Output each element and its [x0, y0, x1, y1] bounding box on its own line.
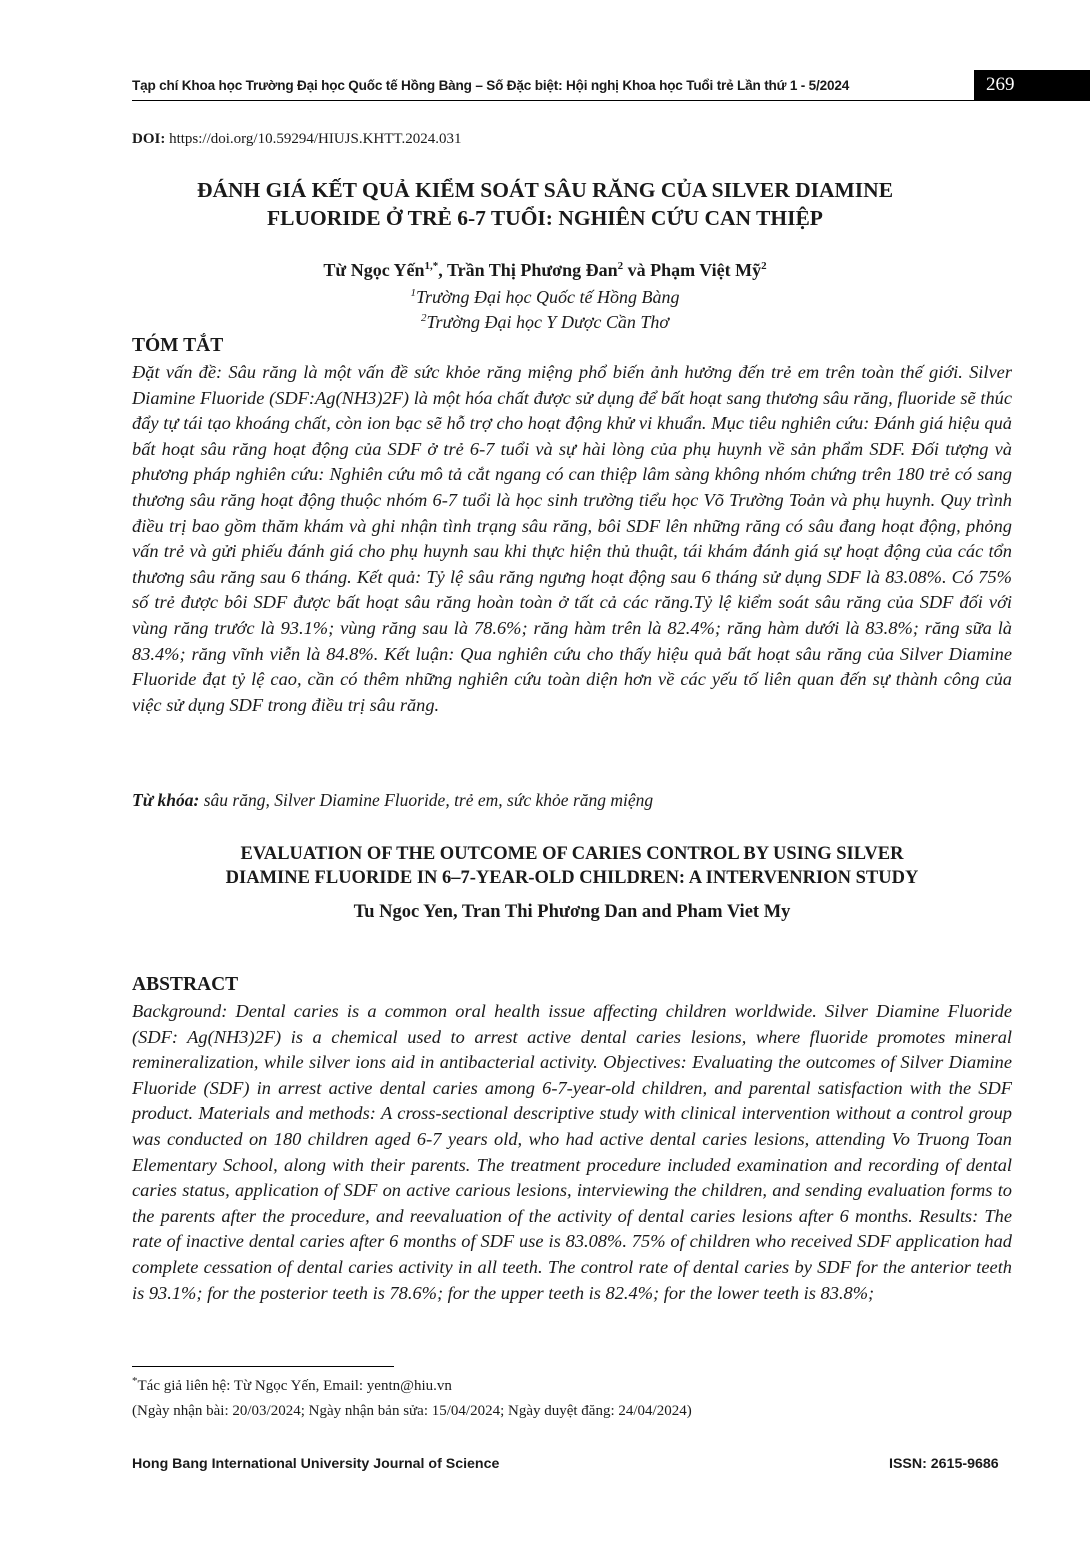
article-title-english [132, 842, 1012, 890]
author-1: Từ Ngọc Yến [323, 260, 425, 280]
title-en-line-1: EVALUATION OF THE OUTCOME OF CARIES CONTROL BY USING SILVER [240, 844, 904, 864]
article-title-vietnamese [132, 176, 958, 232]
affiliation-2-text: Trường Đại học Y Dược Cần Thơ [426, 312, 669, 332]
abstract-heading: ABSTRACT [132, 974, 239, 995]
footnote-dates: (Ngày nhận bài: 20/03/2024; Ngày nhận bản sửa: 15/04/2024; Ngày duyệt đăng: 24/04/2024) [132, 1403, 692, 1419]
keywords-text: sâu răng, Silver Diamine Fluoride, trẻ em, sức khỏe răng miệng [199, 790, 654, 810]
authors-english: Tu Ngoc Yen, Tran Thi Phương Dan and Pham Viet My [353, 902, 791, 922]
affiliation-1-text: Trường Đại học Quốc tế Hồng Bàng [416, 287, 680, 307]
affiliation-1-sup: 1 [410, 287, 417, 299]
doi-label: DOI: [132, 131, 166, 147]
affiliation-2 [132, 311, 958, 333]
title-vi-line-2: FLUORIDE Ở TRẺ 6-7 TUỔI: NGHIÊN CỨU CAN THIỆP [267, 206, 823, 230]
affiliation-2-sup: 2 [421, 312, 427, 324]
authors-vietnamese [132, 259, 958, 281]
author-2-sup: 2 [617, 260, 624, 272]
author-3: và Phạm Việt Mỹ [623, 260, 762, 280]
abstract-body: Background: Dental caries is a common oral health issue affecting children worldwide. Silver Diamine Fluoride (SDF: Ag(NH3)2F) is a chemical used to arrest active dental caries lesions, where fluoride promotes mineral remineralization, while silver ions aid in antibacterial activity. Objectives: Evaluating the outcomes of Silver Diamine Fluoride (SDF) in arrest active dental caries among 6-7-year-old children, and parental satisfaction with the SDF product. Materials and methods: A cross-sectional descriptive study with clinical intervention without a control group was conducted on 180 children aged 6-7 years old, who had active dental caries lesions, attending Vo Truong Toan Elementary School, along with their parents. The treatment procedure included examination and recording of dental caries status, application of SDF on active carious lesions, interviewing the children, and sending evaluation forms to the parents after the procedure, and reevaluation of the activity of dental caries lesions after 6 months. Results: The rate of inactive dental caries after 6 months of SDF use is 83.08%. 75% of children who received SDF application had complete cessation of dental caries activity in all teeth. The control rate of dental caries by SDF for the anterior teeth is 93.1%; for the posterior teeth is 78.6%; for the upper teeth is 82.4%; for the lower teeth is 83.8%; [132, 1001, 1012, 1303]
doi-link[interactable]: https://doi.org/10.59294/HIUJS.KHTT.2024.031 [169, 131, 462, 147]
journal-header: Tạp chí Khoa học Trường Đại học Quốc tế Hồng Bàng – Số Đặc biệt: Hội nghị Khoa học Tuổi trẻ Lần thứ 1 - 5/2024 [132, 78, 850, 93]
affiliation-1 [132, 286, 958, 308]
title-vi-line-1: ĐÁNH GIÁ KẾT QUẢ KIỂM SOÁT SÂU RĂNG CỦA SILVER DIAMINE [196, 178, 894, 202]
keywords-label: Từ khóa: [132, 790, 200, 810]
author-1-sup: 1,* [424, 260, 439, 272]
footer-issn: ISSN: 2615-9686 [889, 1456, 999, 1472]
doi-line [132, 131, 461, 148]
title-en-line-2: DIAMINE FLUORIDE IN 6–7-YEAR-OLD CHILDREN: A INTERVENRION STUDY [225, 868, 919, 888]
keywords-line [132, 790, 653, 811]
header-divider [132, 100, 1090, 101]
footnote-contact [132, 1375, 452, 1395]
tomtat-heading: TÓM TẮT [132, 335, 224, 356]
footnote-contact-sup: * [132, 1375, 138, 1387]
page-number: 269 [974, 70, 1090, 100]
author-3-sup: 2 [761, 260, 767, 272]
footnote-contact-text: Tác giả liên hệ: Từ Ngọc Yến, Email: yentn@hiu.vn [137, 1378, 452, 1394]
tomtat-body: Đặt vấn đề: Sâu răng là một vấn đề sức khỏe răng miệng phổ biến ảnh hưởng đến trẻ em trên toàn thế giới. Silver Diamine Fluoride (SDF:Ag(NH3)2F) là một hóa chất được sử dụng để bất hoạt sang thương sâu răng, fluoride sẽ thúc đẩy tự tái tạo khoáng chất, còn ion bạc sẽ hỗ trợ cho hoạt động khử vi khuẩn. Mục tiêu nghiên cứu: Đánh giá hiệu quả bất hoạt sâu răng hoạt động của SDF ở trẻ 6-7 tuổi và sự hài lòng của phụ huynh về sản phẩm SDF. Đối tượng và phương pháp nghiên cứu: Nghiên cứu mô tả cắt ngang có can thiệp lâm sàng không nhóm chứng trên 180 trẻ có sang thương sâu răng hoạt động thuộc nhóm 6-7 tuổi là học sinh trường tiểu học Võ Trường Toản và phụ huynh. Quy trình điều trị bao gồm thăm khám và ghi nhận tình trạng sâu răng, bôi SDF lên những răng có sâu đang hoạt động, phỏng vấn trẻ và gửi phiếu đánh giá cho phụ huynh sau khi thực hiện thủ thuật, tái khám đánh giá sự hoạt động của các tổn thương sâu răng sau 6 tháng. Kết quả: Tỷ lệ sâu răng ngưng hoạt động sau 6 tháng sử dụng SDF là 83.08%. Có 75% số trẻ được bôi SDF được bất hoạt sâu răng hoàn toàn ở tất cả các răng.Tỷ lệ kiểm soát sâu răng của SDF đối với vùng răng trước là 93.1%; vùng răng sau là 78.6%; răng hàm trên là 82.4%; răng hàm dưới là 83.8%; răng sữa là 83.4%; răng vĩnh viễn là 84.8%. Kết luận: Qua nghiên cứu cho thấy hiệu quả bất hoạt sâu răng của Silver Diamine Fluoride đạt tỷ lệ cao, cần có thêm những nghiên cứu toàn diện hơn về các yếu tố liên quan đến sự thành công của việc sử dụng SDF trong điều trị sâu răng. [132, 362, 1012, 715]
author-2: , Trần Thị Phương Đan [438, 260, 618, 280]
footnote-divider [132, 1366, 394, 1367]
footer-journal-name: Hong Bang International University Journal of Science [132, 1456, 500, 1472]
